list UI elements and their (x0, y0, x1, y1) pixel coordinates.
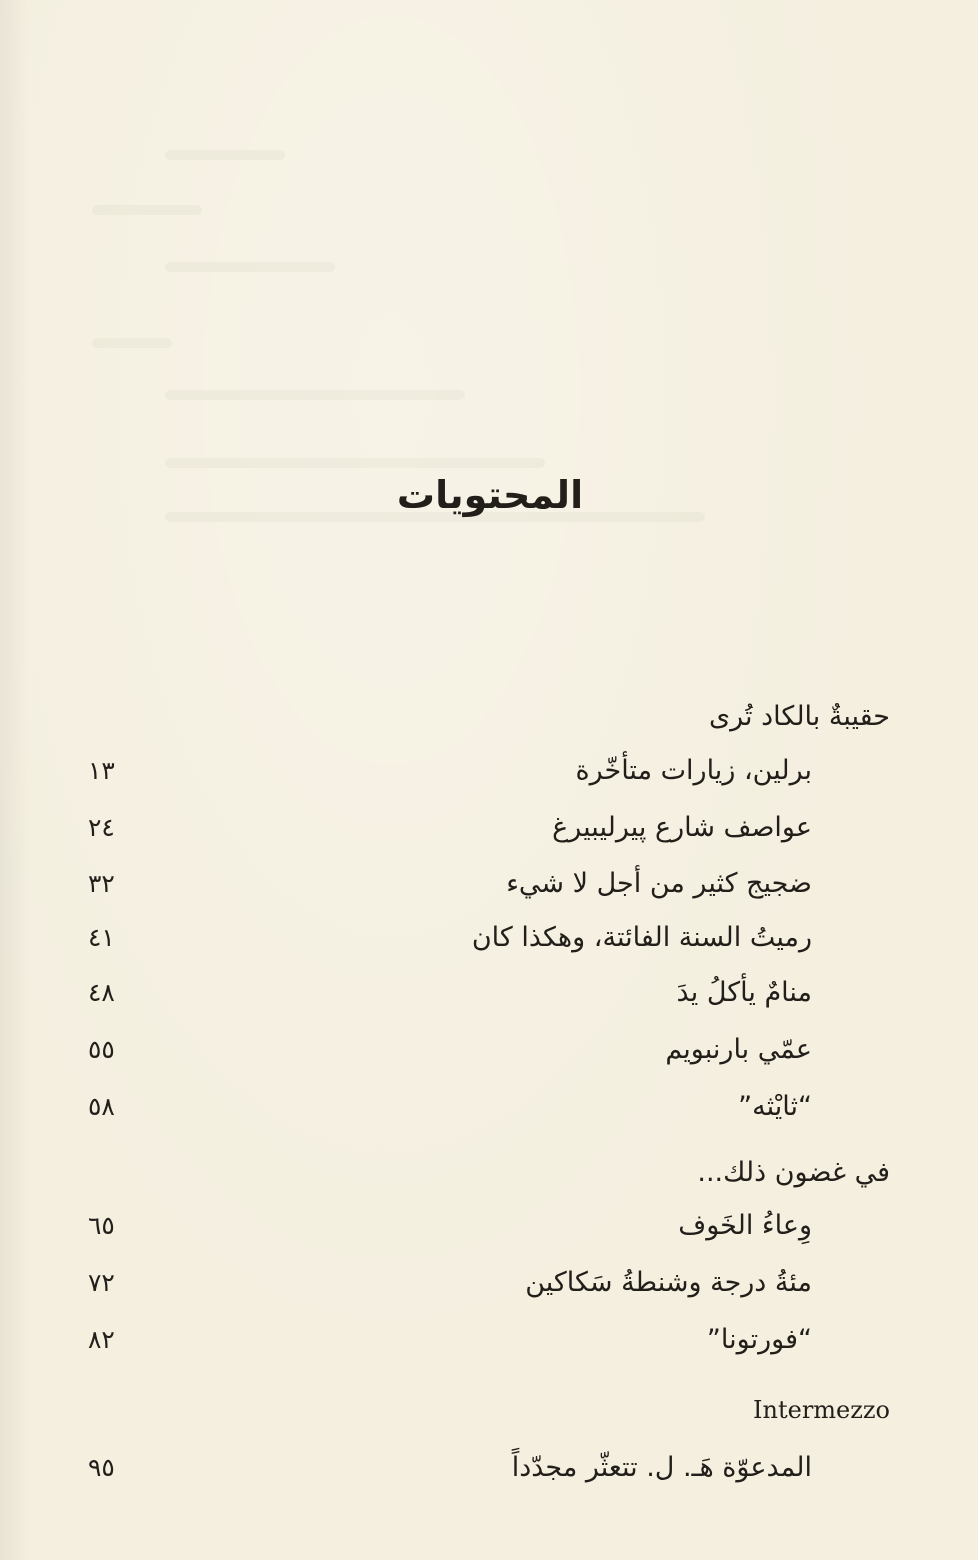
toc-entry-page: ٤١ (88, 923, 115, 952)
toc-entry-title: رميتُ السنة الفائتة، وهكذا كان (471, 922, 812, 953)
toc-entry-page: ٥٥ (88, 1035, 115, 1064)
toc-entry-title: المدعوّة هَـ. ل. تتعثّر مجدّداً (511, 1452, 812, 1483)
toc-entry-page: ٣٢ (88, 869, 115, 898)
toc-entry-title: منامٌ يأكلُ يدَ (676, 977, 812, 1008)
toc-entry-title: “ثايْثه” (738, 1091, 812, 1122)
toc-entry-title: وِعاءُ الخَوف (678, 1210, 812, 1241)
toc-entry-title: ضجيج كثير من أجل لا شيء (506, 868, 812, 899)
toc-entry-page: ٨٢ (88, 1325, 115, 1354)
toc-entry-page: ٥٨ (88, 1092, 115, 1121)
toc-entry-page: ١٣ (88, 756, 115, 785)
section-heading: في غضون ذلك... (697, 1157, 890, 1188)
toc-entry-page: ٤٨ (88, 978, 115, 1007)
toc-entry-title: مئةُ درجة وشنطةُ سَكاكين (525, 1267, 812, 1298)
toc-entry-page: ٦٥ (88, 1211, 115, 1240)
toc-entry-title: عمّي بارنبويم (665, 1034, 812, 1065)
section-heading: Intermezzo (753, 1396, 890, 1424)
toc-entry-page: ٢٤ (88, 813, 115, 842)
toc-entry-title: عواصف شارع پيرليبيرغ (552, 812, 812, 843)
toc-entry-title: “فورتونا” (706, 1324, 812, 1355)
page-title: المحتويات (396, 473, 584, 517)
section-heading: حقيبةٌ بالكاد تُرى (709, 701, 890, 732)
toc-entry-page: ٧٢ (88, 1268, 115, 1297)
toc-entry-page: ٩٥ (88, 1453, 115, 1482)
toc-entry-title: برلين، زيارات متأخّرة (575, 755, 812, 786)
